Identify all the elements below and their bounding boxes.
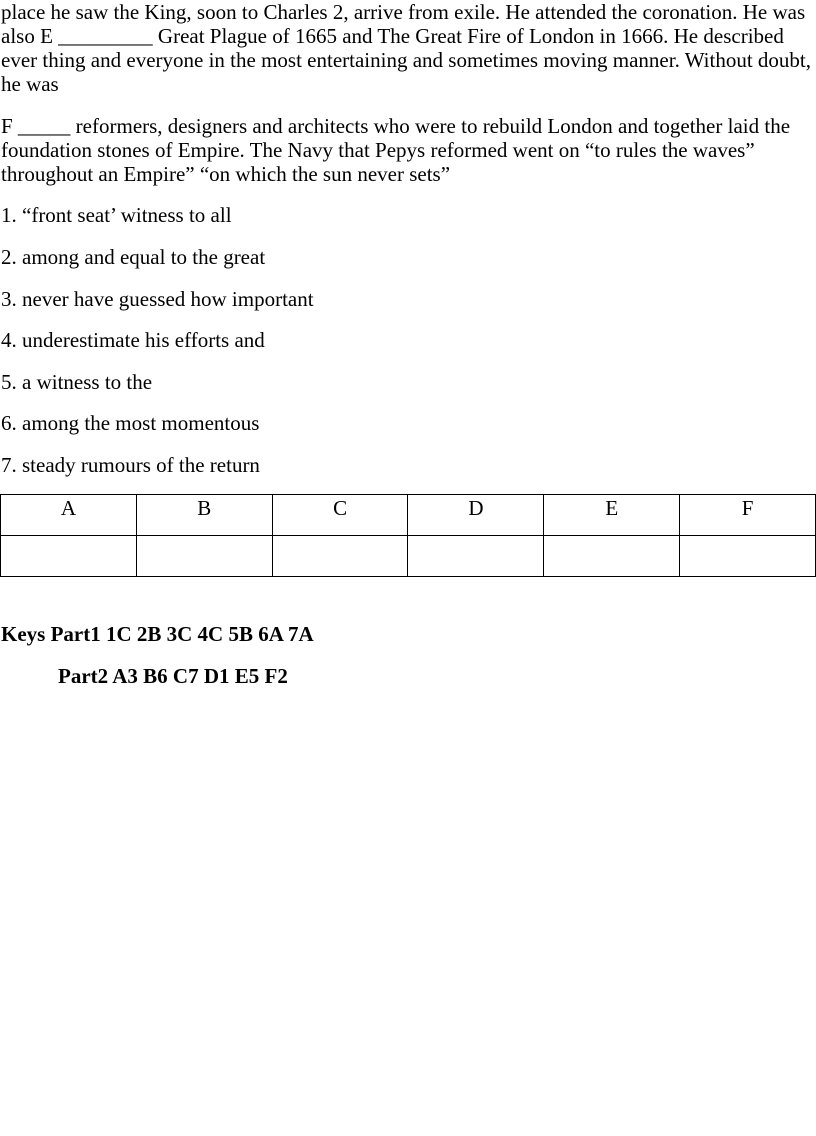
passage-paragraph-2: F _____ reformers, designers and architects who were to rebuild London and together laid the foundation stones of Empire. The Navy that Pepys reformed went on “to rules the waves” throughout an Empire” “on which the sun never sets” — [1, 114, 791, 186]
answer-cell-b[interactable] — [136, 536, 272, 577]
answer-keys-part2: Part2 A3 B6 C7 D1 E5 F2 — [58, 664, 288, 688]
answer-table — [0, 494, 816, 577]
option-item-1: 1. “front seat’ witness to all — [1, 203, 232, 227]
option-item-6: 6. among the most momentous — [1, 411, 260, 435]
answer-cell-f[interactable] — [680, 536, 816, 577]
answer-cell-e[interactable] — [544, 536, 680, 577]
answer-keys-part1: Keys Part1 1C 2B 3C 4C 5B 6A 7A — [1, 622, 314, 646]
answer-table-header-row — [1, 495, 816, 536]
answer-header-b: B — [136, 495, 272, 536]
option-item-2: 2. among and equal to the great — [1, 245, 266, 269]
answer-header-a: A — [1, 495, 137, 536]
option-item-7: 7. steady rumours of the return — [1, 453, 260, 477]
option-item-4: 4. underestimate his efforts and — [1, 328, 265, 352]
answer-cell-a[interactable] — [1, 536, 137, 577]
answer-header-e: E — [544, 495, 680, 536]
passage-paragraph-1: place he saw the King, soon to Charles 2, arrive from exile. He attended the coronation. He was also E _________ Great Plague of 1665 and The Great Fire of London in 1666. He described ever thing and everyone in the most entertaining and sometimes moving manner. Without doubt, he was — [1, 0, 812, 96]
answer-header-d: D — [408, 495, 544, 536]
answer-cell-d[interactable] — [408, 536, 544, 577]
answer-header-c: C — [272, 495, 408, 536]
option-item-3: 3. never have guessed how important — [1, 287, 314, 311]
answer-cell-c[interactable] — [272, 536, 408, 577]
answer-table-answer-row — [1, 536, 816, 577]
answer-header-f: F — [680, 495, 816, 536]
option-item-5: 5. a witness to the — [1, 370, 153, 394]
